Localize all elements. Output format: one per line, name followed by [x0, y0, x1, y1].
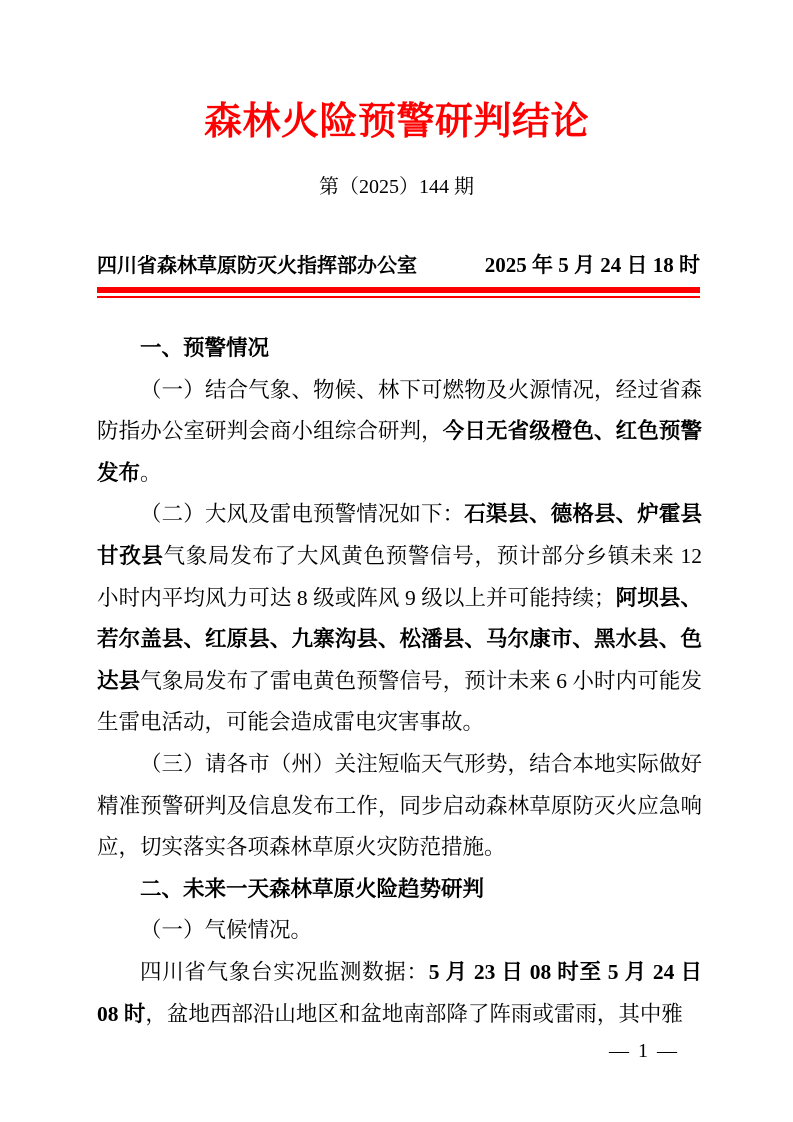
body-text: （三）请各市（州）关注短临天气形势，结合本地实际做好精准预警研判及信息发布工作，同步启动森林草原防灭火应急响应，切实落实各项森林草原火灾防范措施。 [97, 751, 702, 860]
section-heading [97, 328, 702, 370]
emphasis-text: 今日无省级橙色、红色预警发布 [97, 419, 702, 485]
body-text: （一）气候情况。 [140, 918, 313, 943]
paragraph [97, 370, 702, 495]
emphasis-text: 二、未来一天森林草原火险趋势研判 [140, 876, 485, 901]
body-text: （二）大风及雷电预警情况如下： [140, 502, 465, 527]
page-number: — 1 — [609, 1040, 679, 1062]
section-heading [97, 869, 702, 911]
paragraph [97, 494, 702, 744]
body-text: （一）结合气象、物候、林下可燃物及火源情况，经过省森防指办公室研判会商小组综合研判， [97, 377, 702, 444]
body-text: 四川省气象台实况监测数据： [140, 959, 429, 984]
document-body [97, 328, 702, 1035]
red-separator-rule [97, 287, 700, 298]
body-text: ，盆地西部沿山地区和盆地南部降了阵雨或雷雨，其中雅 [145, 1001, 683, 1026]
issuing-office: 四川省森林草原防灭火指挥部办公室 [97, 255, 417, 277]
emphasis-text: 5 月 23 日 08 时至 5 月 24 日 08 时 [97, 959, 702, 1026]
body-text: 气象局发布了大风黄色预警信号，预计部分乡镇未来 12 小时内平均风力可达 8 级或阵风 9 级以上并可能持续； [97, 543, 702, 610]
issue-datetime: 2025 年 5 月 24 日 18 时 [484, 253, 700, 277]
emphasis-text: 阿坝县、若尔盖县、红原县、九寨沟县、松潘县、马尔康市、黑水县、色达县 [97, 585, 702, 693]
issuer-row [97, 252, 700, 279]
body-text: 气象局发布了雷电黄色预警信号，预计未来 6 小时内可能发生雷电活动，可能会造成雷电灾害事故。 [97, 668, 702, 735]
body-text: 。 [140, 460, 162, 485]
paragraph [97, 952, 702, 1035]
emphasis-text: 一、预警情况 [140, 336, 270, 360]
emphasis-text: 石渠县、德格县、炉霍县甘孜县 [97, 502, 702, 568]
issue-number: 第（2025）144 期 [319, 176, 474, 198]
section-heading [97, 910, 702, 952]
document-title: 森林火险预警研判结论 [203, 101, 589, 143]
paragraph [97, 744, 702, 869]
